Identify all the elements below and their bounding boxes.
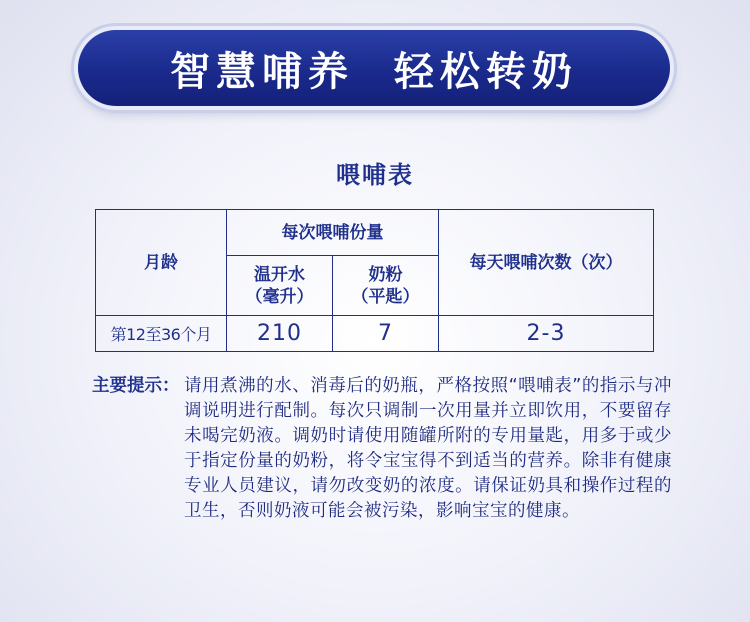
feeding-table-title: 喂哺表 [336,161,414,189]
cell-age: 第12至36个月 [96,316,227,352]
cell-water: 210 [227,316,333,352]
header-per-feed: 每次喂哺份量 [227,210,439,256]
banner-title: 智慧哺养 轻松转奶 [170,48,578,95]
table-row [96,316,654,352]
tips-text: 请用煮沸的水、消毒后的奶瓶，严格按照“喂哺表”的指示与冲调说明进行配制。每次只调制一次用量并立即饮用，不要留存未喝完奶液。调奶时请使用随罐所附的专用量匙，用多于或少于指定份量的奶粉，将令宝宝得不到适当的营养。除非有健康专业人员建议，请勿改变奶的浓度。请保证奶具和操作过程的卫生，否则奶液可能会被污染，影响宝宝的健康。 [184,376,672,521]
tips-label: 主要提示： [92,376,180,396]
cell-daily: 2-3 [439,316,654,352]
header-powder: 奶粉 （平匙） [333,256,439,316]
feeding-table [95,209,654,352]
header-age: 月龄 [96,210,227,316]
header-water: 温开水 （毫升） [227,256,333,316]
cell-powder: 7 [333,316,439,352]
title-banner [78,30,670,106]
tips-section [92,374,672,524]
header-daily-count: 每天喂哺次数（次） [439,210,654,316]
